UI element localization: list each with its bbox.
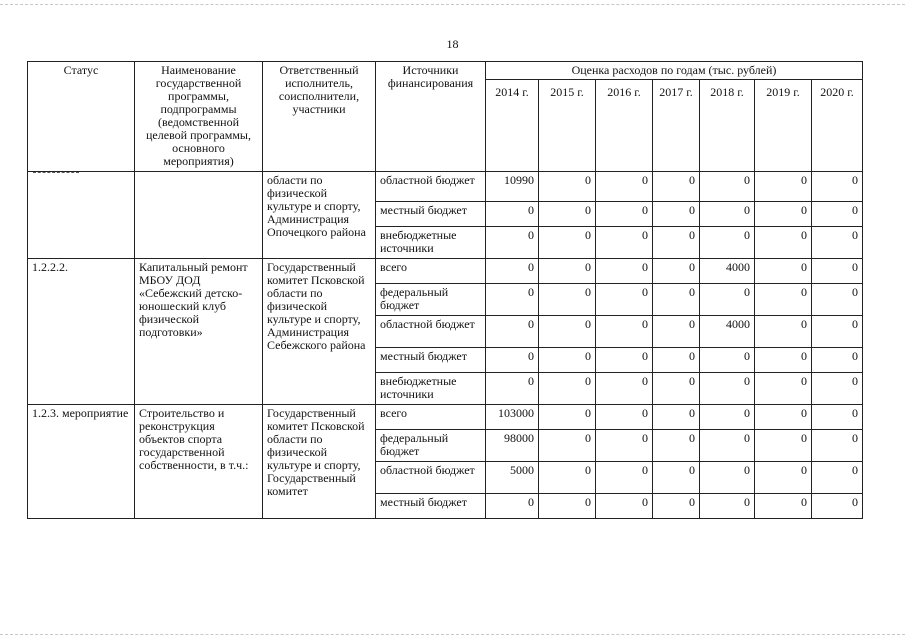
header-name: Наименование государственной программы, подпрограммы (ведомственной целевой программы, основного мероприятия)	[135, 62, 263, 172]
value-cell: 0	[539, 462, 596, 494]
row-source: областной бюджет	[376, 462, 486, 494]
scan-edge-bottom	[0, 634, 905, 635]
value-cell: 0	[812, 172, 863, 202]
value-cell: 0	[596, 284, 653, 316]
value-cell: 103000	[486, 405, 539, 430]
value-cell: 0	[755, 227, 812, 259]
value-cell: 0	[486, 227, 539, 259]
table-body	[28, 172, 863, 519]
value-cell: 0	[812, 405, 863, 430]
value-cell: 0	[700, 202, 755, 227]
value-cell: 0	[596, 430, 653, 462]
value-cell: 0	[700, 284, 755, 316]
header-status: Статус	[28, 62, 135, 172]
table-row	[28, 259, 863, 284]
stray-scan-mark	[33, 172, 79, 173]
year-header: 2015 г.	[539, 80, 596, 172]
row-source: всего	[376, 405, 486, 430]
value-cell: 0	[539, 373, 596, 405]
value-cell: 0	[812, 430, 863, 462]
value-cell: 0	[596, 227, 653, 259]
value-cell: 0	[755, 259, 812, 284]
value-cell: 0	[653, 172, 700, 202]
value-cell: 5000	[486, 462, 539, 494]
row-status	[28, 172, 135, 259]
value-cell: 0	[700, 462, 755, 494]
value-cell: 0	[700, 373, 755, 405]
year-header: 2018 г.	[700, 80, 755, 172]
row-name	[135, 172, 263, 259]
value-cell: 10990	[486, 172, 539, 202]
value-cell: 0	[486, 316, 539, 348]
value-cell: 0	[653, 430, 700, 462]
value-cell: 0	[596, 373, 653, 405]
value-cell: 0	[700, 348, 755, 373]
value-cell: 0	[486, 284, 539, 316]
row-source: местный бюджет	[376, 348, 486, 373]
value-cell: 0	[539, 430, 596, 462]
value-cell: 0	[596, 259, 653, 284]
row-source: федеральный бюджет	[376, 284, 486, 316]
scan-edge-top	[0, 4, 905, 5]
year-header: 2016 г.	[596, 80, 653, 172]
value-cell: 0	[812, 227, 863, 259]
value-cell: 0	[596, 348, 653, 373]
value-cell: 0	[539, 316, 596, 348]
value-cell: 0	[539, 259, 596, 284]
value-cell: 0	[700, 172, 755, 202]
value-cell: 0	[812, 494, 863, 519]
header-sources: Источники финансирования	[376, 62, 486, 172]
year-header: 2014 г.	[486, 80, 539, 172]
value-cell: 0	[700, 430, 755, 462]
value-cell: 4000	[700, 259, 755, 284]
header-executor: Ответственный исполнитель, соисполнители, участники	[263, 62, 376, 172]
row-source: внебюджетные источники	[376, 227, 486, 259]
value-cell: 0	[653, 316, 700, 348]
value-cell: 0	[755, 494, 812, 519]
value-cell: 0	[755, 202, 812, 227]
value-cell: 0	[812, 373, 863, 405]
value-cell: 0	[812, 348, 863, 373]
budget-table	[27, 61, 863, 519]
value-cell: 0	[700, 405, 755, 430]
value-cell: 0	[596, 462, 653, 494]
value-cell: 0	[812, 284, 863, 316]
value-cell: 0	[755, 373, 812, 405]
row-source: местный бюджет	[376, 202, 486, 227]
value-cell: 0	[755, 316, 812, 348]
value-cell: 0	[755, 430, 812, 462]
value-cell: 0	[653, 284, 700, 316]
value-cell: 0	[653, 202, 700, 227]
row-name: Капитальный ремонт МБОУ ДОД «Себежский детско-юношеский клуб физической подготовки»	[135, 259, 263, 405]
row-source: всего	[376, 259, 486, 284]
value-cell: 0	[700, 227, 755, 259]
value-cell: 0	[539, 284, 596, 316]
value-cell: 0	[539, 202, 596, 227]
value-cell: 0	[486, 494, 539, 519]
value-cell: 4000	[700, 316, 755, 348]
value-cell: 0	[812, 259, 863, 284]
value-cell: 0	[755, 462, 812, 494]
row-source: местный бюджет	[376, 494, 486, 519]
value-cell: 0	[653, 348, 700, 373]
value-cell: 0	[596, 202, 653, 227]
row-status: 1.2.3. мероприятие	[28, 405, 135, 519]
value-cell: 0	[539, 227, 596, 259]
value-cell: 0	[755, 284, 812, 316]
value-cell: 0	[486, 202, 539, 227]
value-cell: 0	[539, 494, 596, 519]
row-source: федеральный бюджет	[376, 430, 486, 462]
value-cell: 0	[755, 405, 812, 430]
table-row	[28, 405, 863, 430]
value-cell: 0	[539, 405, 596, 430]
row-source: внебюджетные источники	[376, 373, 486, 405]
value-cell: 0	[653, 373, 700, 405]
value-cell: 0	[812, 462, 863, 494]
year-header: 2020 г.	[812, 80, 863, 172]
value-cell: 0	[539, 348, 596, 373]
row-status: 1.2.2.2.	[28, 259, 135, 405]
value-cell: 0	[596, 172, 653, 202]
value-cell: 0	[486, 373, 539, 405]
value-cell: 0	[653, 227, 700, 259]
value-cell: 0	[700, 494, 755, 519]
row-name: Строительство и реконструкция объектов спорта государственной собственности, в т.ч.:	[135, 405, 263, 519]
value-cell: 0	[653, 259, 700, 284]
value-cell: 98000	[486, 430, 539, 462]
value-cell: 0	[486, 259, 539, 284]
year-header: 2017 г.	[653, 80, 700, 172]
row-executor: Государственный комитет Псковской области по физической культуре и спорту, Государственный комитет	[263, 405, 376, 519]
value-cell: 0	[596, 494, 653, 519]
row-executor: Государственный комитет Псковской области по физической культуре и спорту, Администрация Себежского района	[263, 259, 376, 405]
value-cell: 0	[653, 494, 700, 519]
table-row	[28, 172, 863, 202]
value-cell: 0	[812, 316, 863, 348]
value-cell: 0	[596, 316, 653, 348]
value-cell: 0	[653, 462, 700, 494]
header-estimate: Оценка расходов по годам (тыс. рублей)	[486, 62, 863, 80]
value-cell: 0	[596, 405, 653, 430]
value-cell: 0	[755, 172, 812, 202]
value-cell: 0	[539, 172, 596, 202]
row-source: областной бюджет	[376, 172, 486, 202]
value-cell: 0	[755, 348, 812, 373]
row-source: областной бюджет	[376, 316, 486, 348]
year-header: 2019 г.	[755, 80, 812, 172]
value-cell: 0	[486, 348, 539, 373]
value-cell: 0	[812, 202, 863, 227]
value-cell: 0	[653, 405, 700, 430]
page-number: 18	[446, 37, 459, 51]
row-executor: области по физической культуре и спорту, Администрация Опочецкого района	[263, 172, 376, 259]
